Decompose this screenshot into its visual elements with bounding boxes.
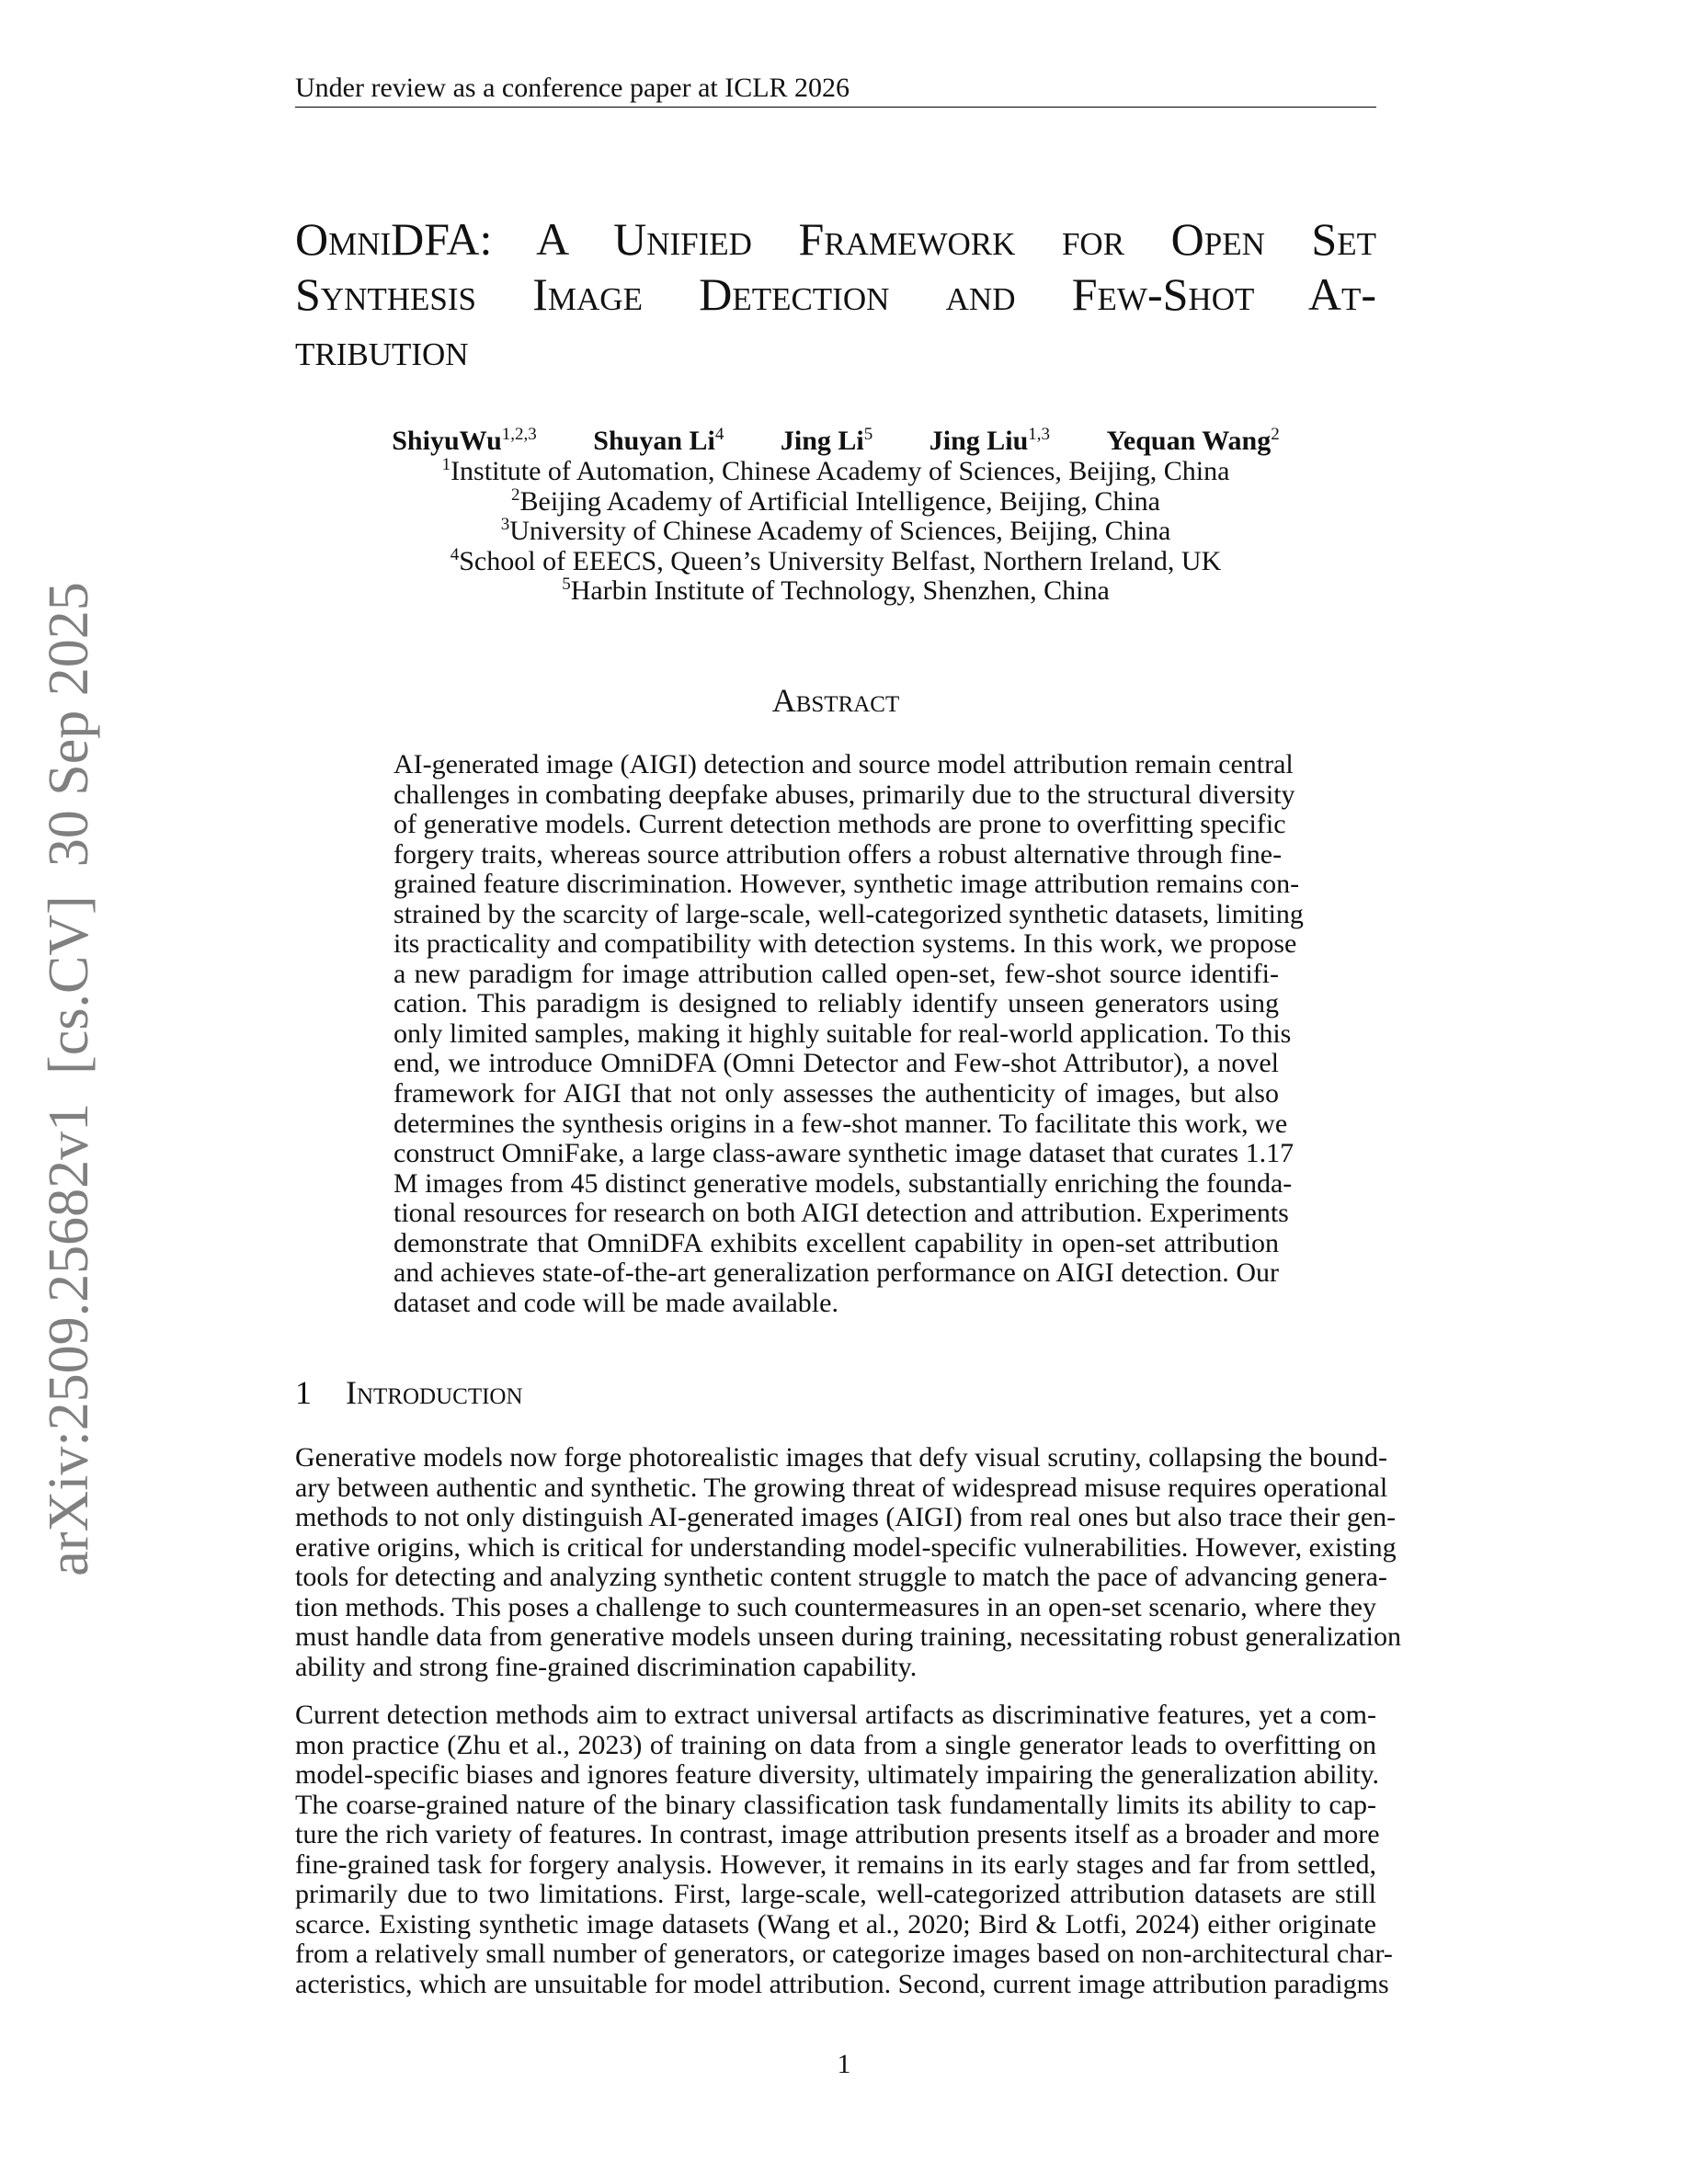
text-line: a new paradigm for image attribution called open-set, few-shot source identifi- (393, 958, 1279, 989)
text-line: grained feature discrimination. However, synthetic image attribution remains con- (393, 869, 1300, 900)
text-line: challenges in combating deepfake abuses, primarily due to the structural diversity (393, 779, 1295, 810)
intro-paragraph-1 (295, 1442, 1401, 1682)
affiliation (295, 457, 1376, 487)
text-line: fine-grained task for forgery analysis. However, it remains in its early stages and far from settled, (295, 1848, 1376, 1880)
text-line: primarily due to two limitations. First, large-scale, well-categorized attribution datasets are still (295, 1879, 1376, 1910)
text-line: cation. This paradigm is designed to reliably identify unseen generators using (393, 988, 1279, 1019)
author-name: Jing Liu (929, 426, 1029, 456)
text-line: demonstrate that OmniDFA exhibits excellent capability in open-set attribution (393, 1227, 1279, 1258)
affiliation-number: 4 (450, 544, 460, 564)
text-line: ability and strong fine-grained discrimination capability. (295, 1651, 918, 1682)
author-name: ShiyuWu (392, 426, 502, 456)
text-line: erative origins, which is critical for understanding model-specific vulnerabilities. However, existing (295, 1531, 1397, 1563)
author (1107, 426, 1280, 456)
author (392, 426, 537, 456)
title-line: Synthesis Image Detection and Few-Shot At- (295, 268, 1376, 320)
affiliation-text: Harbin Institute of Technology, Shenzhen, China (570, 575, 1110, 606)
author-affiliation-marks: 2 (1271, 425, 1280, 444)
affiliation-text: Beijing Academy of Artificial Intelligence, Beijing, China (519, 485, 1160, 517)
text-line: of generative models. Current detection methods are prone to overfitting specific (393, 809, 1286, 840)
text-line: ture the rich variety of features. In contrast, image attribution presents itself as a broader and more (295, 1819, 1380, 1850)
text-line: only limited samples, making it highly suitable for real-world application. To this (393, 1018, 1292, 1049)
text-line: determines the synthesis origins in a few-shot manner. To facilitate this work, we (393, 1108, 1288, 1139)
affiliation-number: 5 (562, 574, 571, 594)
text-line: tional resources for research on both AIGI detection and attribution. Experiments (393, 1198, 1289, 1229)
text-line: forgery traits, whereas source attribution offers a robust alternative through fine- (393, 838, 1283, 870)
text-line: AI-generated image (AIGI) detection and source model attribution remain central (393, 749, 1294, 779)
author-list (295, 425, 1376, 458)
author-name: Shuyan Li (593, 426, 715, 456)
affiliation (295, 517, 1376, 547)
text-line: scarce. Existing synthetic image datasets (Wang et al., 2020; Bird & Lotfi, 2024) either originate (295, 1908, 1376, 1939)
affiliation (295, 544, 1376, 577)
author-affiliation-marks: 4 (714, 425, 724, 444)
text-line: tion methods. This poses a challenge to such countermeasures in an open-set scenario, where they (295, 1591, 1376, 1622)
section-title: Introduction (346, 1374, 523, 1411)
text-line: and achieves state-of-the-art generalization performance on AIGI detection. Our (393, 1257, 1279, 1289)
section-number: 1 (295, 1374, 312, 1411)
affiliation-text: School of EEECS, Queen’s University Belfast, Northern Ireland, UK (459, 545, 1222, 576)
author (781, 426, 873, 456)
text-line: model-specific biases and ignores feature diversity, ultimately impairing the generalization ability. (295, 1759, 1380, 1791)
text-line: Generative models now forge photorealistic images that defy visual scrutiny, collapsing the bound- (295, 1442, 1388, 1473)
header-rule (295, 107, 1376, 108)
text-line: strained by the scarcity of large-scale, well-categorized synthetic datasets, limiting (393, 898, 1304, 929)
abstract-heading: Abstract (771, 682, 900, 719)
text-line: must handle data from generative models unseen during training, necessitating robust generalization (295, 1621, 1401, 1653)
title-line: tribution (295, 324, 469, 375)
affiliation-text: Institute of Automation, Chinese Academy of Sciences, Beijing, China (451, 456, 1230, 486)
page-number: 1 (837, 2049, 851, 2079)
text-line: dataset and code will be made available. (393, 1287, 838, 1318)
affiliation-number: 1 (441, 455, 451, 474)
author (593, 426, 724, 456)
abstract-body (393, 749, 1304, 1318)
text-line: methods to not only distinguish AI-generated images (AIGI) from real ones but also trace their gen- (295, 1502, 1397, 1533)
arxiv-stamp: arXiv:2509.25682v1 [cs.CV] 30 Sep 2025 (38, 582, 100, 1576)
affiliation-list (295, 457, 1376, 607)
author-name: Jing Li (780, 426, 864, 456)
author (930, 426, 1050, 456)
text-line: ary between authentic and synthetic. The growing threat of widespread misuse requires operational (295, 1472, 1388, 1503)
text-line: framework for AIGI that not only assesses the authenticity of images, but also (393, 1078, 1279, 1109)
paper-title (295, 211, 1376, 377)
running-header: Under review as a conference paper at ICLR 2026 (295, 73, 850, 103)
author-affiliation-marks: 1,3 (1028, 425, 1051, 444)
text-line: acteristics, which are unsuitable for model attribution. Second, current image attribution paradigms (295, 1968, 1389, 1999)
text-line: mon practice (Zhu et al., 2023) of training on data from a single generator leads to overfitting on (295, 1729, 1376, 1760)
affiliation-text: University of Chinese Academy of Sciences, Beijing, China (509, 516, 1171, 546)
text-line: construct OmniFake, a large class-aware synthetic image dataset that curates 1.17 (393, 1138, 1295, 1169)
text-line: tools for detecting and analyzing synthetic content struggle to match the pace of advancing genera- (295, 1562, 1387, 1593)
author-name: Yequan Wang (1106, 426, 1272, 456)
affiliation (295, 484, 1376, 518)
author-affiliation-marks: 5 (863, 425, 873, 444)
affiliation-number: 2 (511, 484, 520, 505)
title-line: OmniDFA: A Unified Framework for Open Set (295, 213, 1376, 265)
author-affiliation-marks: 1,2,3 (501, 425, 537, 444)
text-line: M images from 45 distinct generative models, substantially enriching the founda- (393, 1167, 1293, 1199)
affiliation (295, 576, 1376, 607)
affiliation-number: 3 (500, 515, 510, 534)
text-line: its practicality and compatibility with detection systems. In this work, we propose (393, 928, 1297, 960)
text-line: from a relatively small number of generators, or categorize images based on non-architectural char- (295, 1939, 1393, 1970)
text-line: end, we introduce OmniDFA (Omni Detector and Few-shot Attributor), a novel (393, 1048, 1279, 1079)
intro-paragraph-2 (295, 1700, 1393, 1999)
text-line: Current detection methods aim to extract universal artifacts as discriminative features, yet a com- (295, 1700, 1376, 1730)
text-line: The coarse-grained nature of the binary classification task fundamentally limits its ability to cap- (295, 1789, 1376, 1820)
section-heading (295, 1374, 523, 1411)
